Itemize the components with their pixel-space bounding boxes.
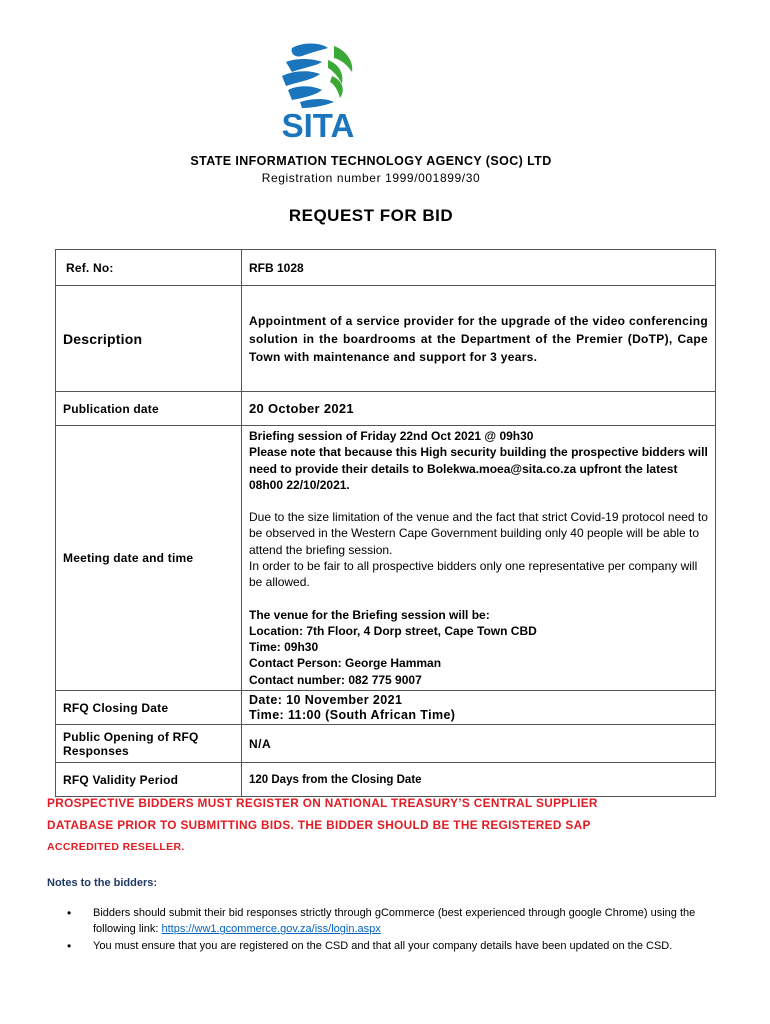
table-row	[56, 691, 716, 725]
venue-heading: The venue for the Briefing session will be:	[249, 607, 490, 622]
contact-person: Contact Person: George Hamman	[249, 656, 442, 671]
globe-icon	[282, 44, 352, 109]
closing-value	[242, 691, 716, 725]
ref-label: Ref. No:	[56, 250, 242, 286]
closing-date: Date: 10 November 2021	[249, 692, 403, 707]
document-title: REQUEST FOR BID	[288, 206, 454, 225]
list-item: • You must ensure that you are registered on the CSD and that all your company details have been updated on the CSD.	[47, 938, 697, 954]
briefing-session: Briefing session of Friday 22nd Oct 2021 @ 09h30	[249, 428, 534, 443]
ref-value: RFB 1028	[242, 250, 716, 286]
sita-logo	[272, 40, 364, 140]
gcommerce-link[interactable]: https://ww1.gcommerce.gov.za/iss/login.aspx	[161, 923, 381, 936]
warning-line-3: ACCREDITED RESELLER.	[47, 841, 185, 853]
closing-time: Time: 11:00 (South African Time)	[249, 707, 456, 722]
validity-value: 120 Days from the Closing Date	[242, 763, 716, 797]
table-row	[56, 725, 716, 763]
publication-label: Publication date	[56, 392, 242, 426]
csd-registration-warning	[47, 792, 727, 858]
venue-time: Time: 09h30	[249, 640, 319, 655]
opening-value: N/A	[242, 725, 716, 763]
meeting-label: Meeting date and time	[56, 426, 242, 691]
opening-label: Public Opening of RFQ Responses	[56, 725, 242, 763]
validity-label: RFQ Validity Period	[56, 763, 242, 797]
table-row	[56, 426, 716, 691]
description-value: Appointment of a service provider for the upgrade of the video conferencing solution in the boardrooms at the Department of the Premier (DoTP), Cape Town with maintenance and support for 3 years.	[242, 286, 716, 392]
rfb-details-table	[55, 249, 716, 797]
organisation-name: STATE INFORMATION TECHNOLOGY AGENCY (SOC) LTD	[190, 154, 552, 168]
warning-line-1: PROSPECTIVE BIDDERS MUST REGISTER ON NATIONAL TREASURY’S CENTRAL SUPPLIER	[47, 796, 598, 810]
list-item: • Bidders should submit their bid responses strictly through gCommerce (best experienced through google Chrome) using the following link: https://ww1.gcommerce.gov.za/iss/login.aspx	[47, 905, 697, 938]
security-note: Please note that because this High security building the prospective bidders will need to provide their details to Bolekwa.moea@sita.co.za upfront the latest 08h00 22/10/2021.	[249, 445, 708, 492]
contact-number: Contact number: 082 775 9007	[249, 672, 422, 687]
notes-title: Notes to the bidders:	[47, 877, 158, 889]
logo-text: SITA	[281, 107, 355, 140]
description-label: Description	[56, 286, 242, 392]
meeting-details	[242, 426, 716, 691]
covid-note: Due to the size limitation of the venue and the fact that strict Covid-19 protocol need to be observed in the Western Cape Government building only 40 people will be able to attend the briefing session.	[249, 510, 708, 557]
notes-list	[47, 905, 697, 954]
warning-line-2: DATABASE PRIOR TO SUBMITTING BIDS. THE BIDDER SHOULD BE THE REGISTERED SAP	[47, 818, 591, 832]
table-row	[56, 250, 716, 286]
publication-value: 20 October 2021	[242, 392, 716, 426]
closing-label: RFQ Closing Date	[56, 691, 242, 725]
registration-number: Registration number 1999/001899/30	[261, 171, 481, 185]
table-row	[56, 286, 716, 392]
representative-note: In order to be fair to all prospective bidders only one representative per company will be allowed.	[249, 559, 698, 590]
venue-location: Location: 7th Floor, 4 Dorp street, Cape Town CBD	[249, 623, 537, 638]
table-row	[56, 392, 716, 426]
